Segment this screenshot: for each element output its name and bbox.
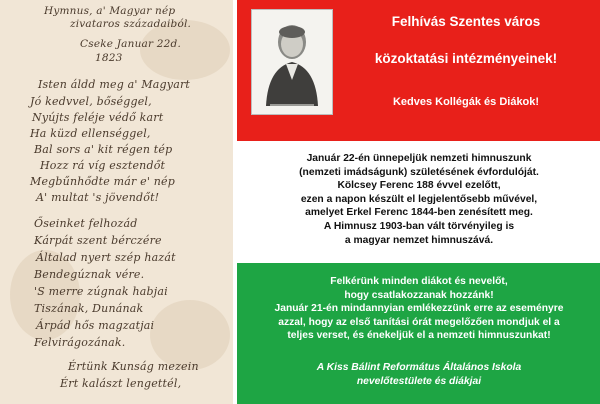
manuscript-line: 'S merre zúgnak habjai <box>34 285 168 298</box>
invitation-line: Január 21-én mindannyian emlékezzünk erre az eseményre <box>274 303 564 315</box>
announcement-line: (nemzeti imádságunk) születésének évfordulóját. <box>299 166 539 178</box>
title-line-2: közoktatási intézményeinek! <box>374 51 558 66</box>
manuscript-line: Cseke Januar 22d. <box>80 38 181 50</box>
portrait-engraving <box>252 10 332 114</box>
announcement-line: amelyet Erkel Ferenc 1844-ben zenésített meg. <box>305 207 533 219</box>
manuscript-line: zivataros századaiból. <box>70 18 192 30</box>
manuscript-line: Árpád hős magzatjai <box>36 319 155 332</box>
manuscript-line: Őseinket felhozád <box>34 217 138 230</box>
manuscript-line: Tiszának, Dunának <box>34 302 144 315</box>
announcement-line: A Himnusz 1903-ban vált törvényileg is <box>323 220 515 232</box>
portrait-image <box>251 9 333 115</box>
manuscript-line: A' multat 's jövendőt! <box>36 191 160 204</box>
manuscript-line: Felvirágozának. <box>34 336 126 349</box>
announcement-line: Kölcsey Ferenc 188 évvel ezelőtt, <box>337 180 501 192</box>
manuscript-line: Hymnus, a' Magyar nép <box>44 5 176 17</box>
manuscript-line: Bal sors a' kit régen tép <box>34 143 173 156</box>
announcement-line: a magyar nemzet himnuszává. <box>344 234 494 246</box>
signature-line: A Kiss Bálint Református Általános Iskola <box>316 362 522 373</box>
invitation-line: teljes verset, és énekeljük el a nemzeti himnuszunkat! <box>287 330 551 342</box>
invitation-text <box>247 275 591 343</box>
greeting: Kedves Kollégák és Diákok! <box>392 96 540 108</box>
manuscript-line: Kárpát szent bérczére <box>34 234 162 247</box>
manuscript-image <box>0 0 233 404</box>
manuscript-line: Ért kalászt lengettél, <box>60 377 182 390</box>
manuscript-line: 1823 <box>95 52 123 64</box>
announcement-line: Január 22-én ünnepeljük nemzeti himnuszunk <box>306 153 532 164</box>
invitation-line: hogy csatlakozzanak hozzánk! <box>344 289 494 301</box>
manuscript-line: Nyújts feléje védő kart <box>32 111 164 124</box>
manuscript-line: Értünk Kunság mezein <box>68 360 199 373</box>
announcement-panel <box>237 0 600 404</box>
signature-line: nevelőtestülete és diákjai <box>356 375 482 387</box>
manuscript-line: Isten áldd meg a' Magyart <box>38 78 191 91</box>
manuscript-line: Ha küzd ellenséggel, <box>30 127 151 140</box>
signature <box>247 361 591 388</box>
title-line-1: Felhívás Szentes város <box>391 14 541 29</box>
invitation-line: azzal, hogy az első tanítási órát megelőzően mondjuk el a <box>278 316 560 328</box>
invitation-line: Felkérünk minden diákot és nevelőt, <box>330 276 508 287</box>
manuscript-line: Jó kedvvel, bőséggel, <box>30 95 152 108</box>
announcement-line: ezen a napon készült el legjelentősebb művével, <box>300 193 538 205</box>
manuscript-line: Megbűnhődte már e' nép <box>30 175 176 188</box>
manuscript-line: Általad nyert szép hazát <box>36 251 176 264</box>
manuscript-line: Hozz rá víg esztendőt <box>40 159 166 172</box>
announcement-text <box>249 152 589 247</box>
manuscript-line: Bendegúznak vére. <box>34 268 145 281</box>
